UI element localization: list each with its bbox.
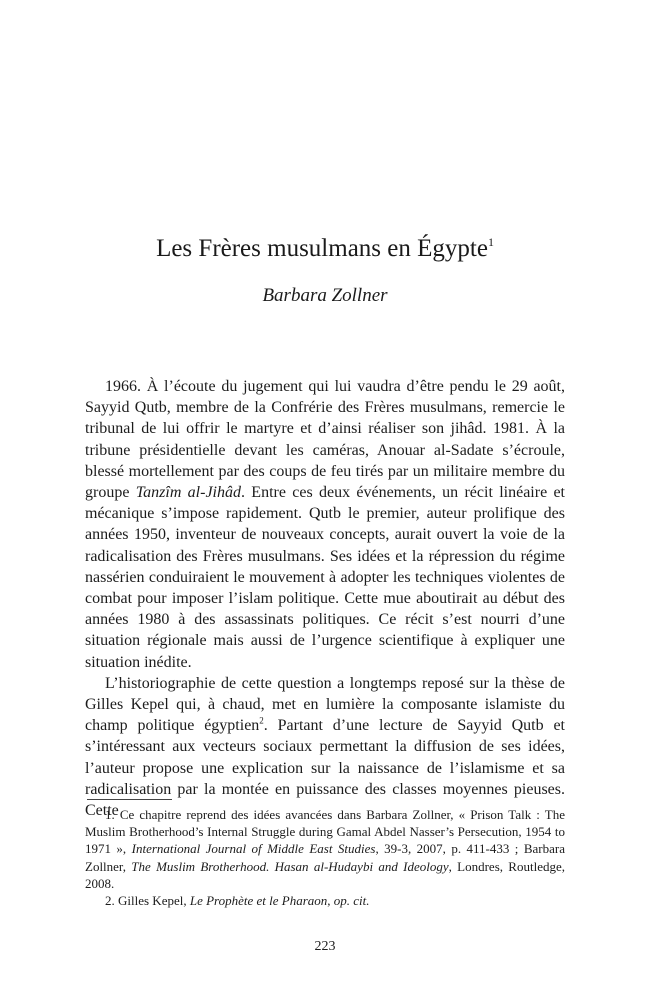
author-name: Barbara Zollner: [262, 285, 388, 306]
text-run: 2. Gilles Kepel,: [105, 893, 190, 909]
text-run: , Londres, Routledge, 2008.: [85, 858, 565, 891]
text-run: 1966. À l’écoute du jugement qui lui vaudra d’être pendu le 29 août, Sayyid Qutb, membre de la Confrérie des Frères musulmans, remercie le tribunal de lui offrir le martyre et d’ainsi réaliser son jihâd. 1981. À la tribune présidentielle devant les caméras, Anouar al-Sadate s’écroule, blessé mortellement par des coups de feu tirés par un militaire membre du groupe: [85, 378, 565, 502]
text-run: L’historiographie de cette question a longtemps reposé sur la thèse de Gilles Kepel qui, à chaud, met en lumière la composante islamiste du champ politique égyptien: [85, 674, 565, 735]
italic-text: Tanzîm al-Jihâd: [135, 484, 242, 502]
footnote-divider: [87, 799, 172, 800]
paragraph-1: [85, 376, 565, 673]
chapter-title: [0, 232, 650, 266]
italic-text: International Journal of Middle East Studies: [131, 841, 376, 857]
text-run: . Entre ces deux événements, un récit linéaire et mécanique s’impose rapidement. Qutb le premier, auteur prolifique des années 1950, inventeur de nouveaux concepts, aurait ouvert la voie de la radicalisation des Frères musulmans. Ses idées et la répression du régime nassérien conduiraient le mouvement à adopter les techniques violentes de combat pour imposer l’islam politique. Cette mue aboutirait au début des années 1980 à des assassinats politiques. Ce récit s’est nourri d’une situation régionale mais aussi de l’urgence scientifique à expliquer une situation inédite.: [85, 484, 566, 671]
text-run: ,: [327, 893, 334, 909]
italic-text: Le Prophète et le Pharaon: [189, 893, 328, 909]
footnote-ref[interactable]: 2: [259, 715, 264, 726]
footnote-2: [85, 892, 565, 909]
footnote-ref-1[interactable]: 1: [487, 234, 494, 249]
text-run: , 39-3, 2007, p. 411-433 ; Barbara Zollner,: [85, 841, 565, 874]
italic-text: The Muslim Brotherhood. Hasan al-Hudaybi and Ideology: [131, 858, 449, 874]
text-run: 1. Ce chapitre reprend des idées avancées dans Barbara Zollner, « Prison Talk : The Muslim Brotherhood’s Internal Struggle during Gamal Abdel Nasser’s Persecution, 1954 to 1971 »,: [85, 807, 565, 857]
italic-text: op. cit.: [333, 893, 370, 909]
footnotes: [85, 806, 565, 909]
page-number: 223: [314, 939, 336, 954]
body-text: [85, 376, 565, 821]
footnote-1: [85, 806, 565, 892]
text-run: . Partant d’une lecture de Sayyid Qutb et s’intéressant aux vecteurs sociaux permettant la diffusion de ses idées, l’auteur propose une explication sur la naissance de l’islamisme et sa radicalisation par la montée en puissance des classes moyennes pieuses. Cette: [85, 717, 565, 820]
chapter-title-text: Les Frères musulmans en Égypte: [156, 235, 488, 262]
